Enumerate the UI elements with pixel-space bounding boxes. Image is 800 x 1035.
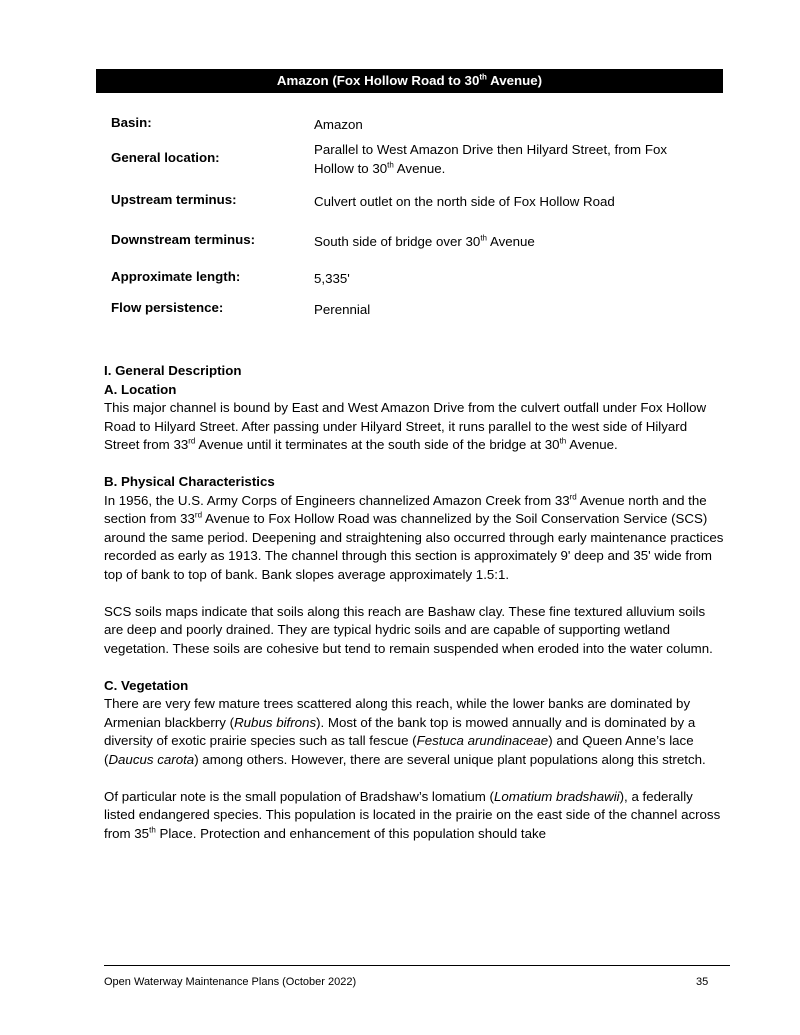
reach-title: Amazon (Fox Hollow Road to 30th Avenue) xyxy=(276,72,543,88)
body-text xyxy=(104,362,724,843)
soils-paragraph: SCS soils maps indicate that soils along this reach are Bashaw clay. These fine textured alluvium soils are deep and poorly drained. They are typical hydric soils and are capable of supporting wetland vegetation. These soils are cohesive but tend to remain suspended when eroded into the water column. xyxy=(104,603,713,656)
footer-title: Open Waterway Maintenance Plans (October 2022) xyxy=(104,976,357,988)
lomatium-paragraph: Of particular note is the small population of Bradshaw’s lomatium (Lomatium bradshawii), a federally listed endangered species. This population is located in the prairie on the east side of the channel across from 35th Place. Protection and enhancement of this population should take xyxy=(104,788,721,841)
location-paragraph: This major channel is bound by East and West Amazon Drive from the culvert outfall under Fox Hollow Road to Hilyard Street. After passing under Hilyard Street, it runs parallel to the west side of Hilyard Street from 33rd Avenue until it terminates at the south side of the bridge at 30th Avenue. xyxy=(104,400,707,452)
location-heading: A. Location xyxy=(104,381,177,397)
reach-title-bar xyxy=(96,69,723,93)
flow-label: Flow persistence: xyxy=(111,300,224,315)
general-description-heading: I. General Description xyxy=(104,363,242,378)
page-number: 35 xyxy=(696,976,709,988)
length-label: Approximate length: xyxy=(111,269,241,284)
vegetation-heading: C. Vegetation xyxy=(104,677,189,693)
length-value: 5,335' xyxy=(314,271,350,286)
footer-divider xyxy=(104,965,730,966)
upstream-value: Culvert outlet on the north side of Fox Hollow Road xyxy=(314,194,615,209)
physical-heading: B. Physical Characteristics xyxy=(104,474,275,489)
location-label: General location: xyxy=(111,150,220,165)
vegetation-paragraph: There are very few mature trees scattered along this reach, while the lower banks are dominated by Armenian blackberry (Rubus bifrons). Most of the bank top is mowed annually and is dominated by a diversity of exotic prairie species such as tall fescue (Festuca arundinaceae) and Queen Anne’s lace (Daucus carota) among others. However, there are several unique plant populations along this stretch. xyxy=(104,696,706,767)
upstream-label: Upstream terminus: xyxy=(111,192,237,207)
flow-value: Perennial xyxy=(314,302,371,317)
downstream-label: Downstream terminus: xyxy=(111,232,256,247)
basin-label: Basin: xyxy=(111,115,152,130)
physical-paragraph: In 1956, the U.S. Army Corps of Engineers channelized Amazon Creek from 33rd Avenue north and the section from 33rd Avenue to Fox Hollow Road was channelized by the Soil Conservation Service (SCS) around the same period. Deepening and straightening also occurred through early maintenance practices recorded as early as 1913. The channel through this section is approximately 9' deep and 35' wide from top of bank to top of bank. Bank slopes average approximately 1.5:1. xyxy=(104,492,724,582)
downstream-value: South side of bridge over 30th Avenue xyxy=(314,233,535,249)
location-value: Parallel to West Amazon Drive then Hilyard Street, from Fox Hollow to 30th Avenue. xyxy=(314,142,667,176)
basin-value: Amazon xyxy=(314,117,363,132)
